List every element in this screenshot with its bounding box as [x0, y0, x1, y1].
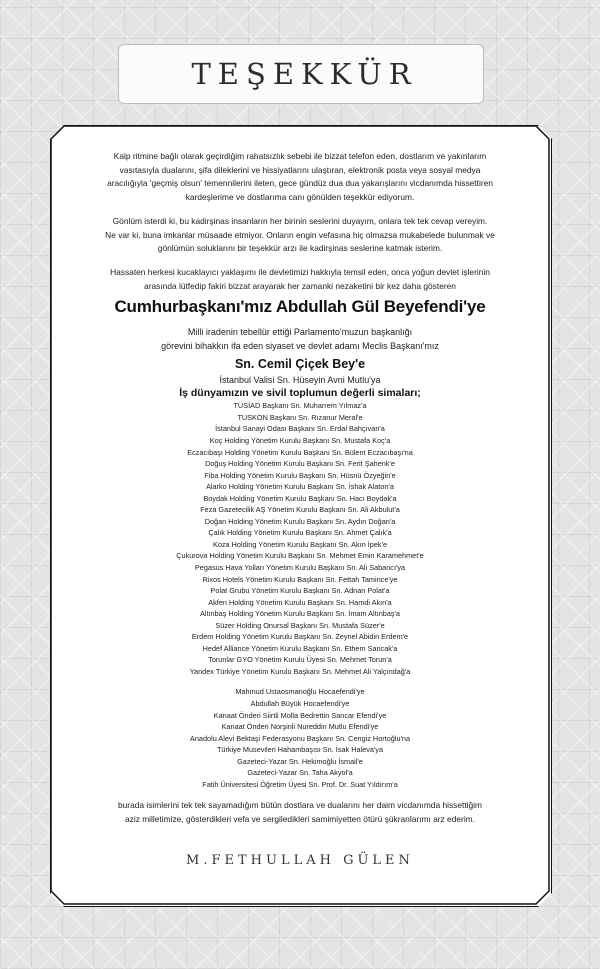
intro-line: Kalp ritmine bağlı olarak geçirdiğim rahatsızlık sebebi ile bizzat telefon eden, dostlarım ve yakınlarım	[113, 151, 487, 161]
list-item: Süzer Holding Onursal Başkanı Sn. Mustafa Süzer'e	[215, 620, 385, 630]
list-item: Eczacıbaşı Holding Yönetim Kurulu Başkanı Sn. Bülent Eczacıbaşı'na	[187, 447, 413, 457]
intro-line: aracılığıyla 'geçmiş olsun' temennilerini ileten, gece gündüz dua dua yakarışlarını vicdanımda hissettiren	[107, 178, 493, 189]
signature	[50, 851, 550, 869]
list-item: Yandex Türkiye Yönetim Kurulu Başkanı Sn. Mehmet Ali Yalçındağ'a	[189, 666, 411, 676]
para3-line: arasında lütfedip fakiri bizzat arayarak her zamanki nezaketini bir kez daha gösteren	[144, 280, 456, 291]
list-item: TUSKON Başkanı Sn. Rızanur Meral'e	[237, 412, 363, 422]
para3-line: Hassaten herkesi kucaklayıcı yaklaşımı ile devletimizi hakkıyla temsil eden, onca yoğun devlet işlerinin	[110, 266, 490, 277]
list-item: Gazeteci-Yazar Sn. Hekimoğlu İsmail'e	[237, 756, 363, 766]
list-item: Fiba Holding Yönetim Kurulu Başkanı Sn. Hüsnü Özyeğin'e	[204, 470, 396, 480]
list-item: Anadolu Alevi Bektaşi Federasyonu Başkanı Sn. Cengiz Hortoğlu'na	[189, 733, 411, 743]
list-item: Hedef Alliance Yönetim Kurulu Başkanı Sn. Ethem Sancak'a	[202, 643, 398, 653]
intro-paragraph	[70, 150, 530, 205]
governor-line: İstanbul Valisi Sn. Hüseyin Avni Mutlu'ya	[219, 375, 381, 386]
para2-line: Gönlüm isterdi ki, bu kadirşinas insanların her birinin seslerini duyayım, onlara tek tek cevap vereyim.	[112, 215, 488, 226]
second-paragraph	[70, 215, 530, 256]
list-item: Çalık Holding Yönetim Kurulu Başkanı Sn. Ahmet Çalık'a	[208, 528, 392, 538]
para2-line: Ne var ki, buna imkanlar müsaade etmiyor. Onların engin vefasına hiç olmazsa mukabelede bulunmak ve	[105, 229, 495, 240]
list-item: Pegasus Hava Yolları Yönetim Kurulu Başkanı Sn. Ali Sabancı'ya	[194, 562, 406, 572]
list-item: Doğuş Holding Yönetim Kurulu Başkanı Sn. Ferit Şahenk'e	[205, 459, 395, 469]
list-item: Mahmud Ustaosmanoğlu Hocaefendi'ye	[235, 687, 365, 697]
list-item: Erdem Holding Yönetim Kurulu Başkanı Sn. Zeynel Abidin Erdem'e	[191, 632, 409, 642]
closing-line: aziz milletimize, gösterdikleri vefa ve sergiledikleri samimiyetten ötürü şükranlarımı arz ederim.	[124, 814, 475, 825]
list-item: Çukurova Holding Yönetim Kurulu Başkanı Sn. Mehmet Emin Karamehmet'e	[176, 551, 424, 561]
religious-list	[70, 686, 530, 790]
list-item: Koza Holding Yönetim Kurulu Başkanı Sn. Akın İpek'e	[212, 539, 388, 549]
list-item: Alarko Holding Yönetim Kurulu Başkanı Sn. İshak Alaton'a	[206, 482, 394, 492]
list-item: Polat Grubu Yönetim Kurulu Başkanı Sn. Adnan Polat'a	[210, 586, 390, 596]
list-item: Akfen Holding Yönetim Kurulu Başkanı Sn. Hamdi Akın'a	[208, 597, 392, 607]
signature-name: M.FETHULLAH GÜLEN	[186, 853, 414, 868]
speaker-heading: Sn. Cemil Çiçek Bey'e	[234, 357, 366, 372]
list-item: Rixos Hotels Yönetim Kurulu Başkanı Sn. Fettah Tamince'ye	[202, 574, 398, 584]
third-paragraph	[70, 266, 530, 293]
para2-line: gönlümün soluklarını bir teşekkür arzı ile kadirşinas seslerine katmak isterim.	[157, 243, 443, 254]
parliament-line: Milli iradenin tebellür ettiği Parlamento'muzun başkanlığı	[187, 327, 413, 338]
list-item: Kanaat Önderi Norşinli Nureddin Mutlu Efendi'ye	[221, 722, 379, 732]
intro-line: vasıtasıyla dualarını, şifa dileklerini ve hissiyatlarını ulaştıran, elektronik posta veya sosyal medya	[119, 164, 481, 175]
list-item: İstanbul Sanayi Odası Başkanı Sn. Erdal Bahçıvan'a	[215, 424, 385, 434]
closing-paragraph	[70, 799, 530, 826]
list-item: Abdullah Büyük Hocaefendi'ye	[250, 699, 350, 708]
list-item: Boydak Holding Yönetim Kurulu Başkanı Sn. Hacı Boydak'a	[203, 493, 397, 503]
closing-line: burada isimlerini tek tek sayamadığım bütün dostlara ve dualarını her daim vicdanımda hissettiğim	[117, 800, 483, 811]
list-item: Gazeteci-Yazar Sn. Taha Akyol'a	[247, 768, 353, 778]
list-item: TÜSİAD Başkanı Sn. Muharrem Yılmaz'a	[233, 401, 367, 411]
business-list	[70, 400, 530, 677]
list-item: Koç Holding Yönetim Kurulu Başkanı Sn. Mustafa Koç'a	[209, 435, 391, 445]
title-plate	[118, 44, 484, 104]
list-item: Türkiye Musevileri Hahambaşısı Sn. İsak Haleva'ya	[216, 745, 384, 755]
intro-line: kardeşlerime ve dostlarıma canı gönülden teşekkür ediyorum.	[185, 192, 415, 203]
list-item: Fatih Üniversitesi Öğretim Üyesi Sn. Prof. Dr. Suat Yıldırım'a	[202, 779, 398, 789]
list-item: Doğan Holding Yönetim Kurulu Başkanı Sn. Aydın Doğan'a	[204, 516, 396, 526]
list-item: Feza Gazetecilik AŞ Yönetim Kurulu Başkanı Sn. Ali Akbulut'a	[200, 505, 400, 515]
page-title: TEŞEKKÜR	[191, 57, 418, 91]
list-item: Torunlar GYO Yönetim Kurulu Üyesi Sn. Mehmet Torun'a	[208, 655, 392, 665]
list-item: Altınbaş Holding Yönetim Kurulu Başkanı Sn. İmam Altınbaş'a	[199, 609, 400, 619]
president-heading: Cumhurbaşkanı'mız Abdullah Gül Beyefendi'ye	[114, 297, 486, 317]
parliament-line: görevini bihakkın ifa eden siyaset ve devlet adamı Meclis Başkanı'mız	[161, 341, 439, 352]
list-item: Kanaat Önderi Siirtli Molla Bedrettin Sancar Efendi'ye	[213, 710, 387, 720]
business-heading: İş dünyamızın ve sivil toplumun değerli simaları;	[179, 387, 421, 400]
letter-body	[70, 150, 530, 827]
